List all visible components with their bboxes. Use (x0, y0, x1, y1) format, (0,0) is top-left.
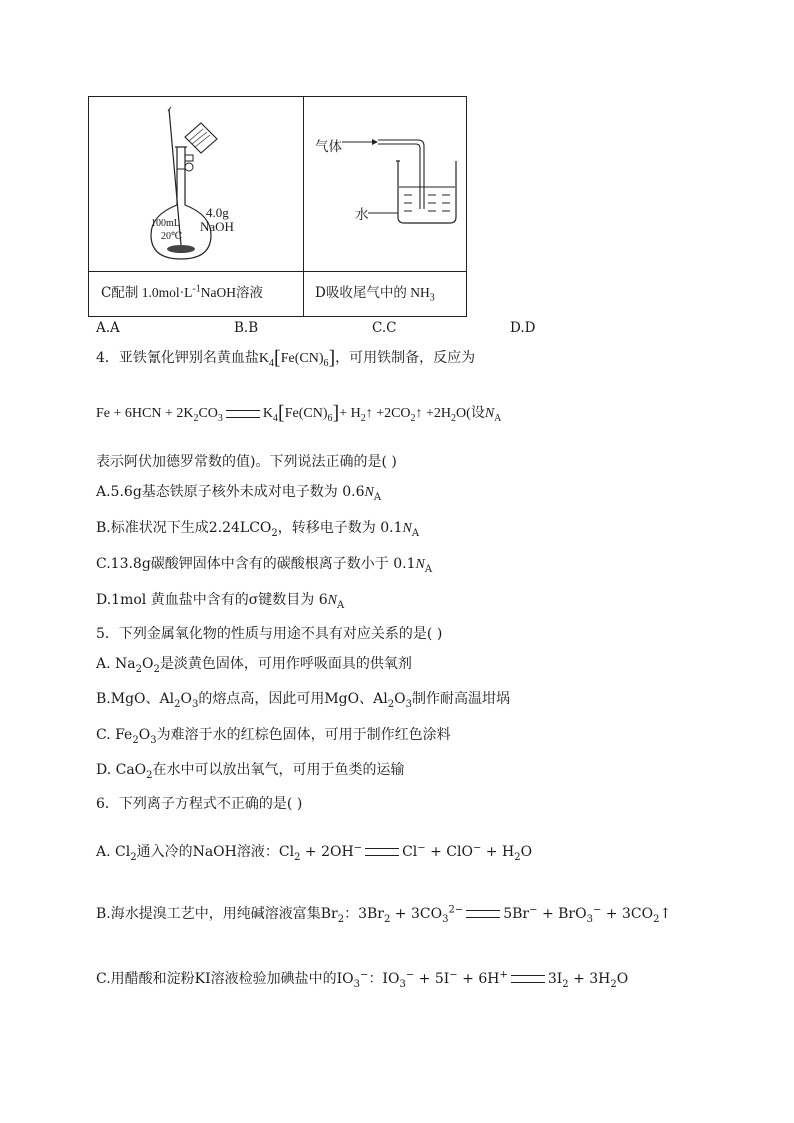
mass-label: 4.0g (206, 205, 229, 220)
q6-option-b: B.海水提溴工艺中，用纯碱溶液富集$Br_2$：$3Br_2 + 3CO_3^{2-}$ $5Br^- + BrO_3^- + 3CO_2↑$ (96, 904, 672, 925)
equals-sign (466, 910, 500, 918)
q4-option-b: B.标准状况下生成$2.24LCO_2$，转移电子数为 $0.1N_A$ (96, 520, 420, 539)
q4-option-a: A.5.6g基态铁原子核外未成对电子数为 $0.6N_A$ (96, 484, 382, 503)
volumetric-flask-diagram (89, 97, 303, 271)
q6-stem: 6．下列离子方程式不正确的是( ) (96, 796, 303, 812)
q6-option-a: A. $Cl_2$通入冷的NaOH溶液：$Cl_2 + 2OH^-$ $Cl^- + ClO^- + H_2O$ (96, 842, 533, 863)
flask-temp-label: 20℃ (161, 231, 183, 242)
apparatus-table (88, 96, 467, 317)
q4-stem-continued: 表示阿伏加德罗常数的值)。下列说法正确的是( ) (96, 454, 397, 470)
flask-volume-label: 100mL (151, 218, 180, 229)
q3-option-b: B.B (234, 320, 259, 336)
q6-option-c: C.用醋酸和淀粉KI溶液检验加碘盐中的$IO_3^-$：$IO_3^- + 5I^- + 6H^+$ $3I_2 + 3H_2O$ (96, 969, 629, 990)
q5-option-c: C. $Fe_2O_3$为难溶于水的红棕色固体，可用于制作红色涂料 (96, 727, 451, 746)
q5-option-d: D. CaO$_2$在水中可以放出氧气，可用于鱼类的运输 (96, 762, 405, 781)
equals-sign (365, 848, 399, 856)
q5-option-a: A. $Na_2O_2$是淡黄色固体，可用作呼吸面具的供氧剂 (96, 656, 412, 675)
q4-option-c: C.13.8g碳酸钾固体中含有的碳酸根离子数小于 $0.1N_A$ (96, 556, 433, 575)
gas-label: 气体 (315, 139, 342, 155)
q5-option-b: B.MgO、$Al_2O_3$的熔点高，因此可用MgO、$Al_2O_3$制作耐高温坩埚 (96, 691, 510, 710)
table-horizontal-divider (89, 271, 466, 272)
q4-option-d: D.1mol 黄血盐中含有的σ键数目为 $6N_A$ (96, 592, 345, 611)
q3-option-a: A.A (96, 320, 120, 336)
q5-stem: 5．下列金属氧化物的性质与用途不具有对应关系的是( ) (96, 626, 443, 642)
q4-stem: 4．亚铁氰化钾别名黄血盐$K_4[Fe(CN)_6]$，可用铁制备，反应为 (96, 347, 476, 369)
equals-sign (226, 410, 260, 418)
q4-equation: $Fe + 6HCN + 2K_2CO_3$ $K_4[Fe(CN)_6]+$ $H_2↑$ $+2CO_2↑ +2H_2O$(设$N_A$ (96, 402, 502, 424)
cell-d-caption: D吸收尾气中的 $NH_3$ (315, 285, 435, 304)
cell-c-caption: C配制 $1.0mol\cdot L^{-1}NaOH$溶液 (101, 283, 263, 301)
equals-sign (511, 975, 545, 983)
water-label: 水 (355, 207, 369, 223)
q3-option-d: D.D (510, 320, 536, 336)
q3-option-c: C.C (372, 320, 397, 336)
reagent-label: NaOH (200, 219, 234, 234)
gas-absorption-diagram (304, 97, 467, 271)
